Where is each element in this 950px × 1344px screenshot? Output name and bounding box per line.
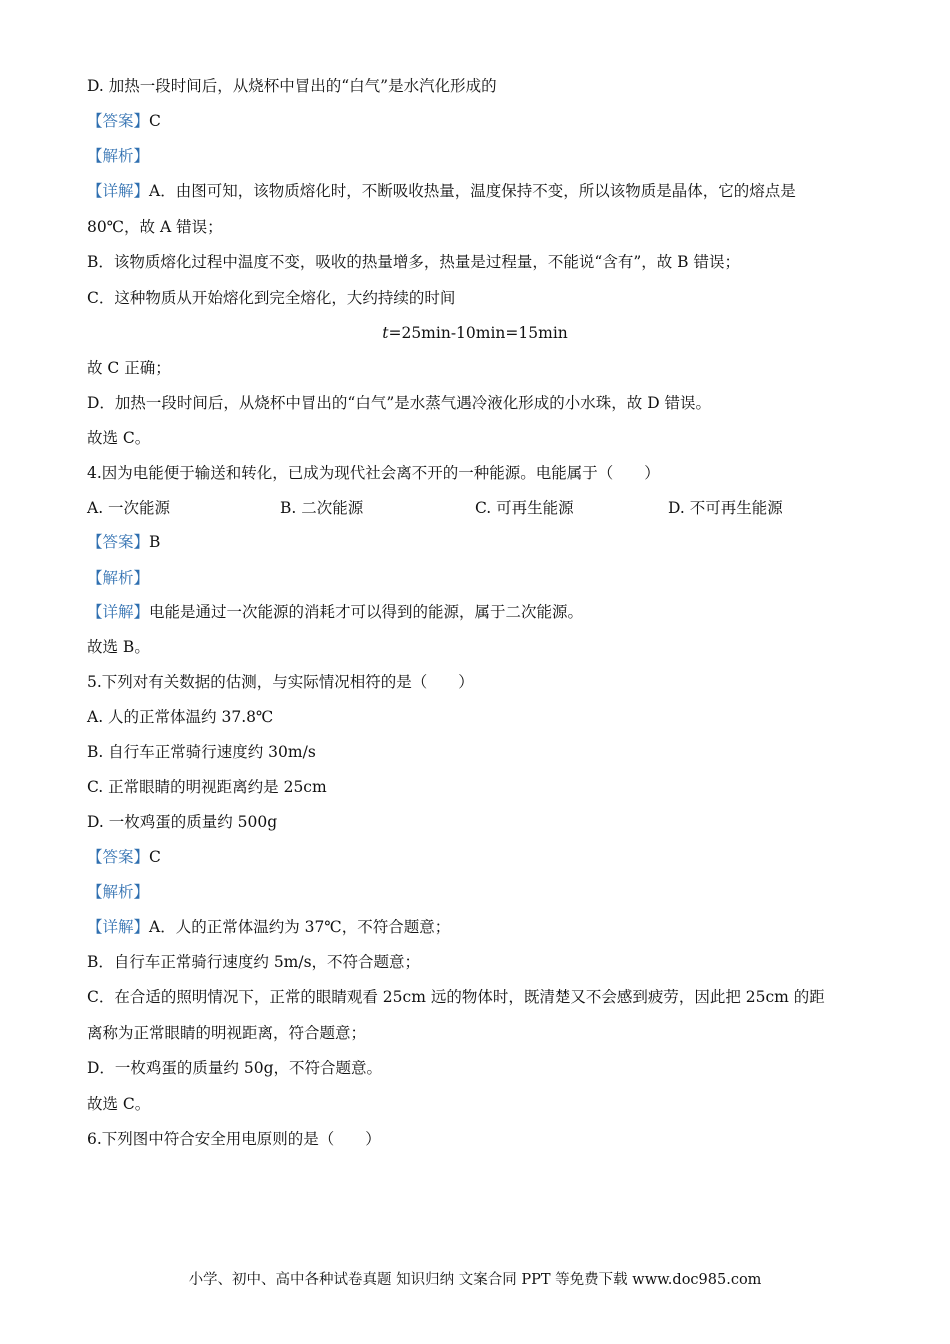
q5-option-b: B. 自行车正常骑行速度约 30m/s — [87, 743, 316, 761]
q4-option-d: D. 不可再生能源 — [668, 499, 783, 517]
q5-answer — [87, 846, 161, 868]
q3-analysis-label: 【解析】 — [87, 147, 150, 165]
detail-text: A．由图可知，该物质熔化时，不断吸收热量，温度保持不变，所以该物质是晶体，它的熔点是 — [149, 182, 796, 200]
q5-detail-c2: 离称为正常眼睛的明视距离，符合题意； — [87, 1024, 367, 1042]
q4-answer — [87, 531, 160, 553]
answer-value: B — [149, 533, 161, 551]
q6-question: 6.下列图中符合安全用电原则的是（ ） — [87, 1130, 381, 1148]
q3-conclusion: 故选 C。 — [87, 429, 151, 447]
q5-option-d: D. 一枚鸡蛋的质量约 500g — [87, 813, 278, 831]
answer-label: 【答案】 — [87, 112, 150, 130]
q4-option-b: B. 二次能源 — [280, 499, 364, 517]
formula-text: =25min-10min=15min — [388, 324, 568, 342]
q3-formula — [0, 322, 950, 344]
q5-option-c: C. 正常眼睛的明视距离约是 25cm — [87, 778, 327, 796]
q4-conclusion: 故选 B。 — [87, 638, 150, 656]
answer-value: C — [149, 112, 161, 130]
q3-answer — [87, 110, 161, 132]
q3-detail-a1 — [87, 180, 796, 202]
q3-detail-c2: 故 C 正确； — [87, 359, 171, 377]
q5-detail-b: B．自行车正常骑行速度约 5m/s，不符合题意； — [87, 953, 421, 971]
q4-option-c: C. 可再生能源 — [475, 499, 574, 517]
q4-option-a: A. 一次能源 — [87, 499, 171, 517]
q3-detail-a2: 80℃，故 A 错误； — [87, 218, 223, 236]
q5-detail-c1: C．在合适的照明情况下，正常的眼睛观看 25cm 远的物体时，既清楚又不会感到疲劳，因此把 25cm 的距 — [87, 988, 825, 1006]
q5-option-a: A. 人的正常体温约 37.8℃ — [87, 708, 274, 726]
page-footer: 小学、初中、高中各种试卷真题 知识归纳 文案合同 PPT 等免费下载 www.doc985.com — [188, 1272, 762, 1288]
q5-detail-a — [87, 916, 450, 938]
q3-detail-c: C．这种物质从开始熔化到完全熔化，大约持续的时间 — [87, 289, 456, 307]
q4-detail — [87, 601, 583, 623]
detail-label: 【详解】 — [87, 182, 150, 200]
q3-detail-b: B．该物质熔化过程中温度不变，吸收的热量增多，热量是过程量，不能说“含有”，故 B 错误； — [87, 253, 740, 271]
detail-text: 电能是通过一次能源的消耗才可以得到的能源，属于二次能源。 — [149, 603, 584, 621]
answer-label: 【答案】 — [87, 848, 150, 866]
answer-value: C — [149, 848, 161, 866]
formula-var: t — [382, 324, 389, 342]
q5-conclusion: 故选 C。 — [87, 1095, 151, 1113]
detail-label: 【详解】 — [87, 918, 150, 936]
q5-detail-d: D．一枚鸡蛋的质量约 50g，不符合题意。 — [87, 1059, 383, 1077]
q3-detail-d: D．加热一段时间后，从烧杯中冒出的“白气”是水蒸气遇冷液化形成的小水珠，故 D 错误。 — [87, 394, 712, 412]
detail-text: A．人的正常体温约为 37℃，不符合题意； — [149, 918, 451, 936]
q5-question: 5.下列对有关数据的估测，与实际情况相符的是（ ） — [87, 673, 474, 691]
q4-question: 4.因为电能便于输送和转化，已成为现代社会离不开的一种能源。电能属于（ ） — [87, 464, 660, 482]
answer-label: 【答案】 — [87, 533, 150, 551]
q5-analysis-label: 【解析】 — [87, 883, 150, 901]
q4-analysis-label: 【解析】 — [87, 569, 150, 587]
q3-option-d: D. 加热一段时间后，从烧杯中冒出的“白气”是水汽化形成的 — [87, 77, 497, 95]
detail-label: 【详解】 — [87, 603, 150, 621]
